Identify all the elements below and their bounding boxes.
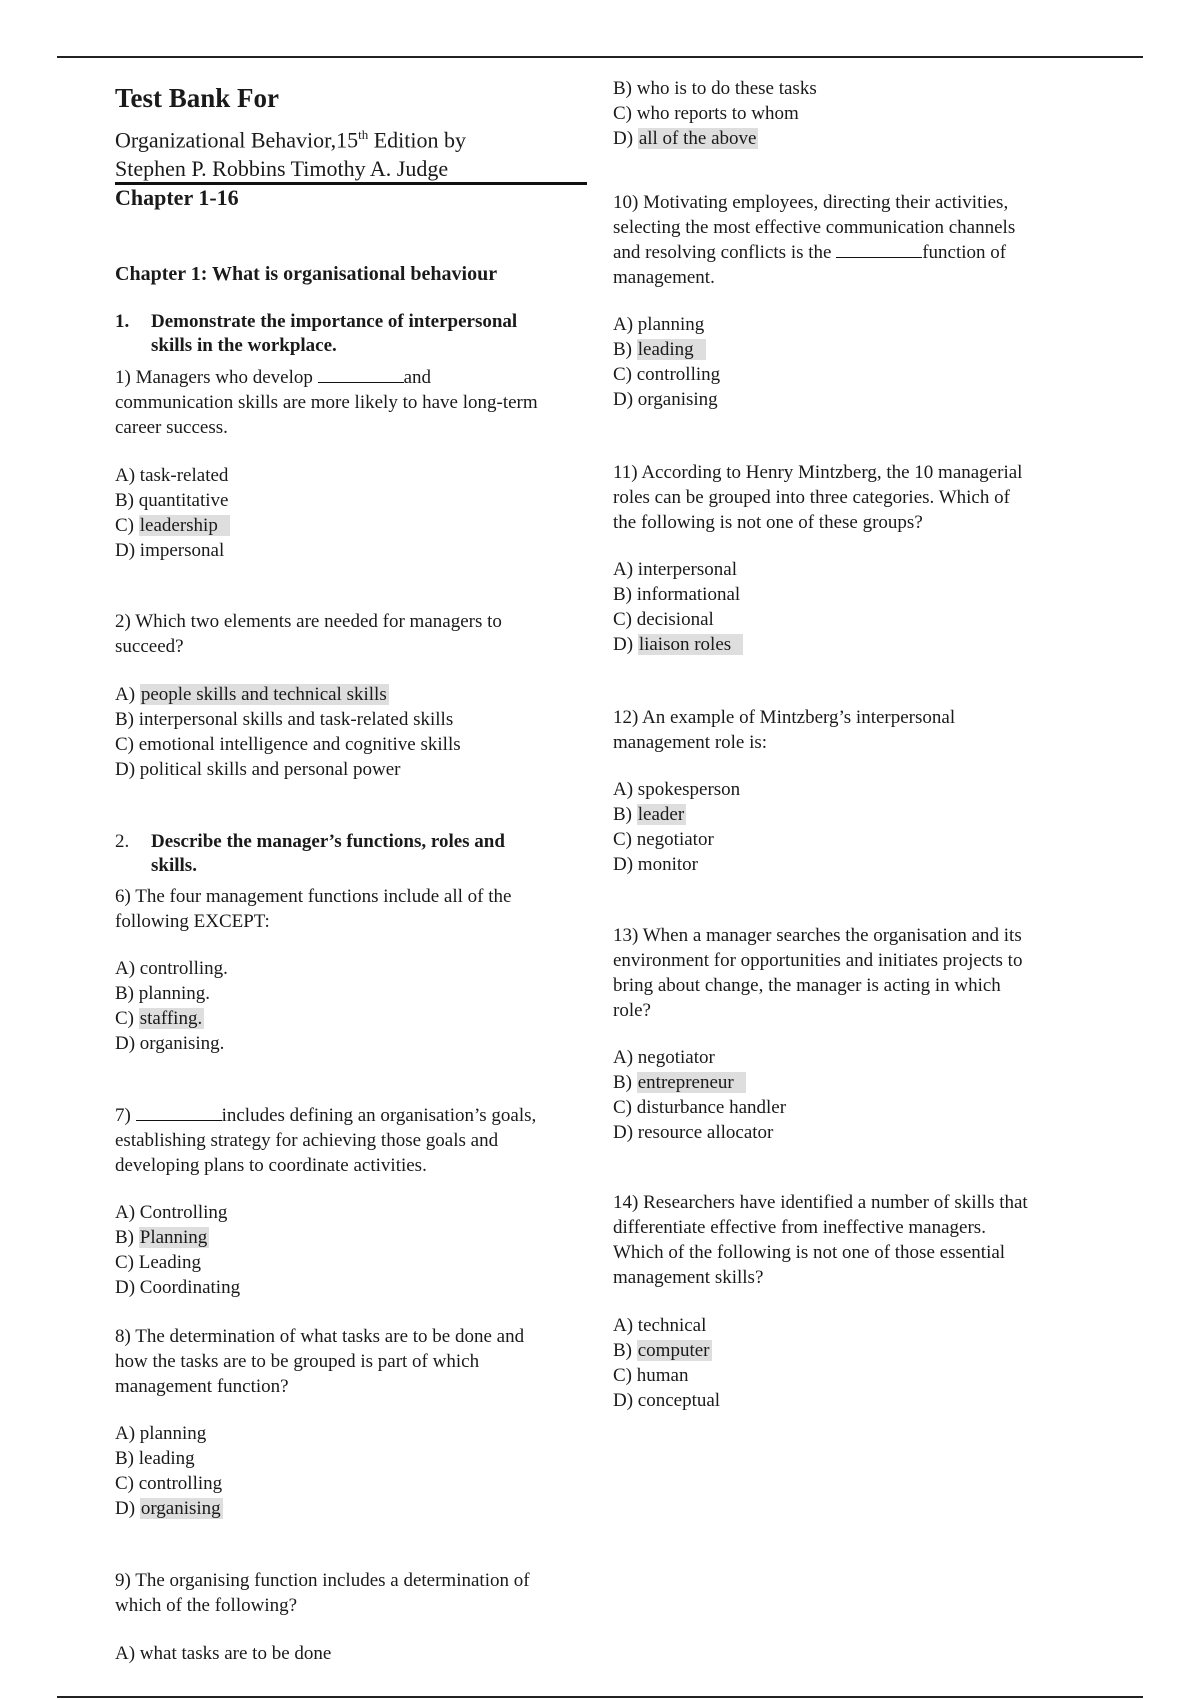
correct-answer-highlight: people skills and technical skills [140, 684, 387, 705]
correct-answer-highlight: leader [637, 804, 685, 825]
learning-objective-2: 2. Describe the manager’s functions, roles and skills. [115, 831, 505, 876]
question-6-options [115, 956, 590, 1056]
option: B) interpersonal skills and task-related skills [115, 709, 454, 730]
option: A) spokesperson [613, 779, 741, 800]
option: B) who is to do these tasks [613, 78, 817, 99]
learning-objective-1: 1. Demonstrate the importance of interpersonal skills in the workplace. [115, 311, 518, 356]
option-correct: C) leadership [115, 513, 590, 538]
question-8-options [115, 1421, 590, 1521]
correct-answer-highlight: leadership [139, 515, 230, 536]
question-2-options [115, 682, 590, 782]
option-correct: B) leader [613, 804, 685, 825]
chapter-range: Chapter 1-16 [115, 185, 239, 210]
question-7-options [115, 1200, 590, 1300]
option: D) organising [613, 389, 718, 410]
correct-answer-highlight: staffing. [139, 1008, 203, 1029]
option: A) planning [115, 1423, 207, 1444]
top-rule [57, 56, 1143, 58]
question-2: 2) Which two elements are needed for managers to succeed? [115, 611, 502, 657]
question-14-options [613, 1313, 1083, 1413]
question-9: 9) The organising function includes a determination of which of the following? [115, 1570, 530, 1616]
question-9-options-continued [613, 76, 1083, 151]
option-correct: B) leading [613, 337, 1083, 362]
option: A) planning [613, 314, 705, 335]
correct-answer-highlight: all of the above [638, 128, 757, 149]
option: C) negotiator [613, 829, 714, 850]
option: A) negotiator [613, 1047, 715, 1068]
answer-blank [318, 368, 404, 383]
option: B) leading [115, 1448, 195, 1469]
option: B) quantitative [115, 490, 229, 511]
correct-answer-highlight: entrepreneur [637, 1072, 746, 1093]
answer-blank [836, 243, 922, 258]
option: C) who reports to whom [613, 103, 799, 124]
question-7: 7) includes defining an organisation’s goals, establishing strategy for achieving those goals and developing plans to coordinate activities. [115, 1105, 537, 1176]
option: D) conceptual [613, 1390, 721, 1411]
option-correct: B) computer [613, 1340, 710, 1361]
option: C) controlling [115, 1473, 223, 1494]
correct-answer-highlight: liaison roles [638, 634, 743, 655]
option: B) planning. [115, 983, 210, 1004]
question-14: 14) Researchers have identified a number of skills that differentiate effective from ineffective managers. Which of the following is not one of those essential management skills? [613, 1192, 1028, 1288]
answer-blank [136, 1106, 222, 1121]
correct-answer-highlight: leading [637, 339, 706, 360]
option: A) what tasks are to be done [115, 1643, 332, 1664]
option-correct: A) people skills and technical skills [115, 684, 387, 705]
question-10: 10) Motivating employees, directing their activities, selecting the most effective communication channels and resolving conflicts is the function of management. [613, 192, 1016, 288]
option: A) task-related [115, 465, 229, 486]
option: D) organising. [115, 1033, 225, 1054]
option: C) emotional intelligence and cognitive skills [115, 734, 461, 755]
option: C) controlling [613, 364, 721, 385]
option-correct: D) all of the above [613, 128, 757, 149]
bottom-rule [57, 1696, 1143, 1698]
correct-answer-highlight: organising [140, 1498, 221, 1519]
option: A) technical [613, 1315, 707, 1336]
option: A) interpersonal [613, 559, 737, 580]
question-12: 12) An example of Mintzberg’s interpersonal management role is: [613, 707, 956, 753]
question-1: 1) Managers who develop and communication skills are more likely to have long-term career success. [115, 367, 538, 438]
option: C) Leading [115, 1252, 202, 1273]
question-12-options [613, 777, 1083, 877]
option-correct: D) organising [115, 1498, 221, 1519]
option: B) informational [613, 584, 741, 605]
document-header [115, 82, 590, 183]
question-10-options [613, 312, 1083, 412]
option: D) Coordinating [115, 1277, 241, 1298]
option: C) decisional [613, 609, 714, 630]
question-8: 8) The determination of what tasks are to be done and how the tasks are to be grouped is part of which management function? [115, 1326, 525, 1397]
book-title-line: Organizational Behavior,15th Edition by [115, 127, 466, 153]
option: D) monitor [613, 854, 698, 875]
book-authors-line: Stephen P. Robbins Timothy A. Judge [115, 156, 449, 182]
question-1-options [115, 463, 590, 563]
option-correct: B) entrepreneur [613, 1070, 1083, 1095]
correct-answer-highlight: Planning [139, 1227, 208, 1248]
question-9-option-a [115, 1641, 590, 1666]
option-correct: D) liaison roles [613, 632, 1083, 657]
option: D) political skills and personal power [115, 759, 401, 780]
document-title: Test Bank For [115, 83, 280, 113]
option: D) resource allocator [613, 1122, 774, 1143]
option-correct: C) staffing. [115, 1008, 203, 1029]
option-correct: B) Planning [115, 1227, 208, 1248]
option: C) disturbance handler [613, 1097, 787, 1118]
chapter-heading: Chapter 1: What is organisational behaviour [115, 263, 498, 285]
option: A) controlling. [115, 958, 228, 979]
option: C) human [613, 1365, 689, 1386]
question-11-options [613, 557, 1083, 657]
correct-answer-highlight: computer [637, 1340, 710, 1361]
option: D) impersonal [115, 540, 225, 561]
question-13: 13) When a manager searches the organisation and its environment for opportunities and initiates projects to bring about change, the manager is acting in which role? [613, 925, 1023, 1021]
option: A) Controlling [115, 1202, 228, 1223]
question-13-options [613, 1045, 1083, 1145]
question-11: 11) According to Henry Mintzberg, the 10 managerial roles can be grouped into three categories. Which of the following is not one of these groups? [613, 462, 1023, 533]
question-6: 6) The four management functions include all of the following EXCEPT: [115, 886, 512, 932]
